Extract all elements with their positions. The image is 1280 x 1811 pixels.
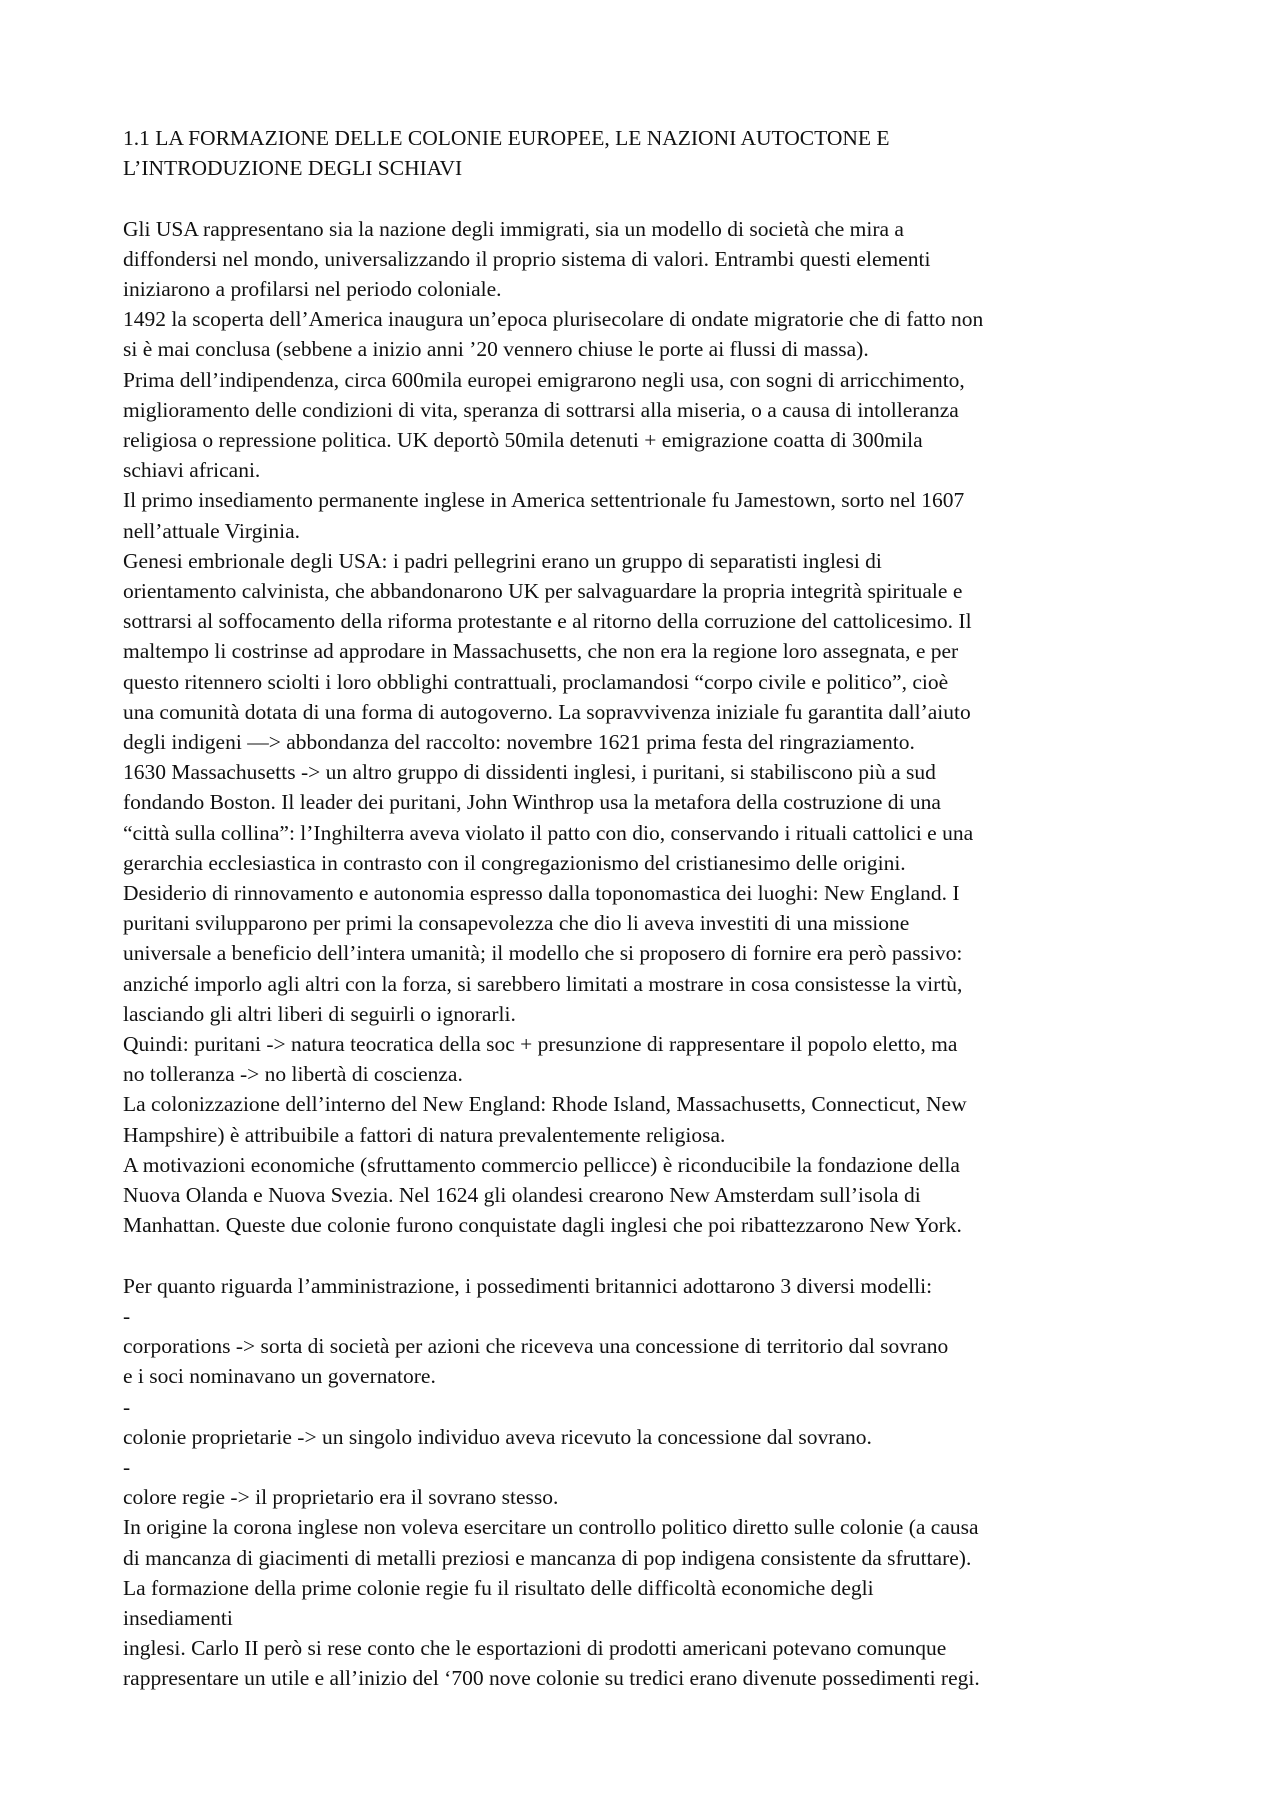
text-line: Hampshire) è attribuibile a fattori di natura prevalentemente religiosa.	[123, 1122, 726, 1147]
heading-line: L’INTRODUZIONE DEGLI SCHIAVI	[123, 156, 463, 181]
text-line: si è mai conclusa (sebbene a inizio anni ’20 vennero chiuse le porte ai flussi di massa).	[123, 337, 869, 362]
text-line: Desiderio di rinnovamento e autonomia espresso dalla toponomastica dei luoghi: New England. I	[123, 881, 960, 906]
text-line: maltempo li costrinse ad approdare in Massachusetts, che non era la regione loro assegnata, e per	[123, 639, 959, 664]
text-line: degli indigeni —> abbondanza del raccolto: novembre 1621 prima festa del ringraziamento.	[123, 730, 915, 755]
text-line: corporations -> sorta di società per azioni che riceveva una concessione di territorio dal sovrano	[123, 1334, 949, 1359]
text-line: diffondersi nel mondo, universalizzando il proprio sistema di valori. Entrambi questi elementi	[123, 246, 931, 271]
text-line: universale a beneficio dell’intera umanità; il modello che si proposero di fornire era però passivo:	[123, 941, 963, 966]
text-line: La colonizzazione dell’interno del New England: Rhode Island, Massachusetts, Connecticut, New	[123, 1092, 967, 1117]
text-line: no tolleranza -> no libertà di coscienza.	[123, 1062, 463, 1087]
text-line: Il primo insediamento permanente inglese in America settentrionale fu Jamestown, sorto nel 1607	[123, 488, 965, 513]
text-line: miglioramento delle condizioni di vita, speranza di sottrarsi alla miseria, o a causa di intolleranza	[123, 397, 959, 422]
list-bullet: -	[123, 1454, 131, 1479]
text-line: schiavi africani.	[123, 458, 261, 483]
text-line: Gli USA rappresentano sia la nazione degli immigrati, sia un modello di società che mira a	[123, 216, 904, 241]
heading-line: 1.1 LA FORMAZIONE DELLE COLONIE EUROPEE, LE NAZIONI AUTOCTONE E	[123, 126, 890, 150]
list-bullet: -	[123, 1394, 131, 1419]
text-line: Per quanto riguarda l’amministrazione, i possedimenti britannici adottarono 3 diversi modelli:	[123, 1273, 933, 1298]
text-line: inglesi. Carlo II però si rese conto che le esportazioni di prodotti americani potevano comunque	[123, 1636, 947, 1661]
text-line: Quindi: puritani -> natura teocratica della soc + presunzione di rappresentare il popolo eletto, ma	[123, 1032, 958, 1057]
text-line: una comunità dotata di una forma di autogoverno. La sopravvivenza iniziale fu garantita dall’aiuto	[123, 699, 971, 724]
text-line: In origine la corona inglese non voleva esercitare un controllo politico diretto sulle colonie (a causa	[123, 1515, 979, 1540]
text-line: La formazione della prime colonie regie fu il risultato delle difficoltà economiche degli	[123, 1575, 874, 1600]
text-line: colore regie -> il proprietario era il sovrano stesso.	[123, 1485, 559, 1510]
text-line: Prima dell’indipendenza, circa 600mila europei emigrarono negli usa, con sogni di arricchimento,	[123, 367, 965, 392]
text-line: sottrarsi al soffocamento della riforma protestante e al ritorno della corruzione del cattolicesimo. Il	[123, 609, 972, 634]
text-line: questo ritennero sciolti i loro obblighi contrattuali, proclamandosi “corpo civile e politico”, cioè	[123, 669, 949, 694]
text-line: religiosa o repressione politica. UK deportò 50mila detenuti + emigrazione coatta di 300mila	[123, 428, 923, 453]
text-line: di mancanza di giacimenti di metalli preziosi e mancanza di pop indigena consistente da sfruttare).	[123, 1545, 972, 1570]
text-line: “città sulla collina”: l’Inghilterra aveva violato il patto con dio, conservando i rituali cattolici e una	[123, 820, 974, 845]
text-line: nell’attuale Virginia.	[123, 518, 301, 543]
document-page	[123, 123, 1183, 1694]
text-line: rappresentare un utile e all’inizio del ‘700 nove colonie su tredici erano divenute possedimenti regi.	[123, 1666, 980, 1691]
text-line: anziché imporlo agli altri con la forza, si sarebbero limitati a mostrare in cosa consistesse la virtù,	[123, 971, 963, 996]
text-line: lasciando gli altri liberi di seguirli o ignorarli.	[123, 1001, 516, 1026]
section-heading	[123, 123, 1183, 183]
body-paragraphs-administration	[123, 1271, 1183, 1694]
text-line: fondando Boston. Il leader dei puritani, John Winthrop usa la metafora della costruzione di una	[123, 790, 941, 815]
text-line: colonie proprietarie -> un singolo individuo aveva ricevuto la concessione dal sovrano.	[123, 1424, 872, 1449]
text-line: gerarchia ecclesiastica in contrasto con il congregazionismo del cristianesimo delle origini.	[123, 850, 906, 875]
paragraph-gap	[123, 1241, 1183, 1271]
text-line: insediamenti	[123, 1605, 233, 1630]
text-line: Nuova Olanda e Nuova Svezia. Nel 1624 gli olandesi crearono New Amsterdam sull’isola di	[123, 1183, 921, 1208]
text-line: 1630 Massachusetts -> un altro gruppo di dissidenti inglesi, i puritani, si stabiliscono più a sud	[123, 760, 936, 785]
text-line: orientamento calvinista, che abbandonarono UK per salvaguardare la propria integrità spirituale e	[123, 579, 963, 604]
list-bullet: -	[123, 1303, 131, 1328]
text-line: A motivazioni economiche (sfruttamento commercio pellicce) è riconducibile la fondazione della	[123, 1152, 960, 1177]
text-line: Manhattan. Queste due colonie furono conquistate dagli inglesi che poi ribattezzarono New York.	[123, 1213, 962, 1238]
text-line: iniziarono a profilarsi nel periodo coloniale.	[123, 277, 502, 301]
text-line: puritani svilupparono per primi la consapevolezza che dio li aveva investiti di una missione	[123, 911, 910, 936]
body-paragraphs-colonial-period	[123, 214, 1183, 1241]
text-line: Genesi embrionale degli USA: i padri pellegrini erano un gruppo di separatisti inglesi di	[123, 548, 882, 573]
text-line: 1492 la scoperta dell’America inaugura un’epoca plurisecolare di ondate migratorie che di fatto non	[123, 307, 984, 332]
text-line: e i soci nominavano un governatore.	[123, 1364, 436, 1389]
